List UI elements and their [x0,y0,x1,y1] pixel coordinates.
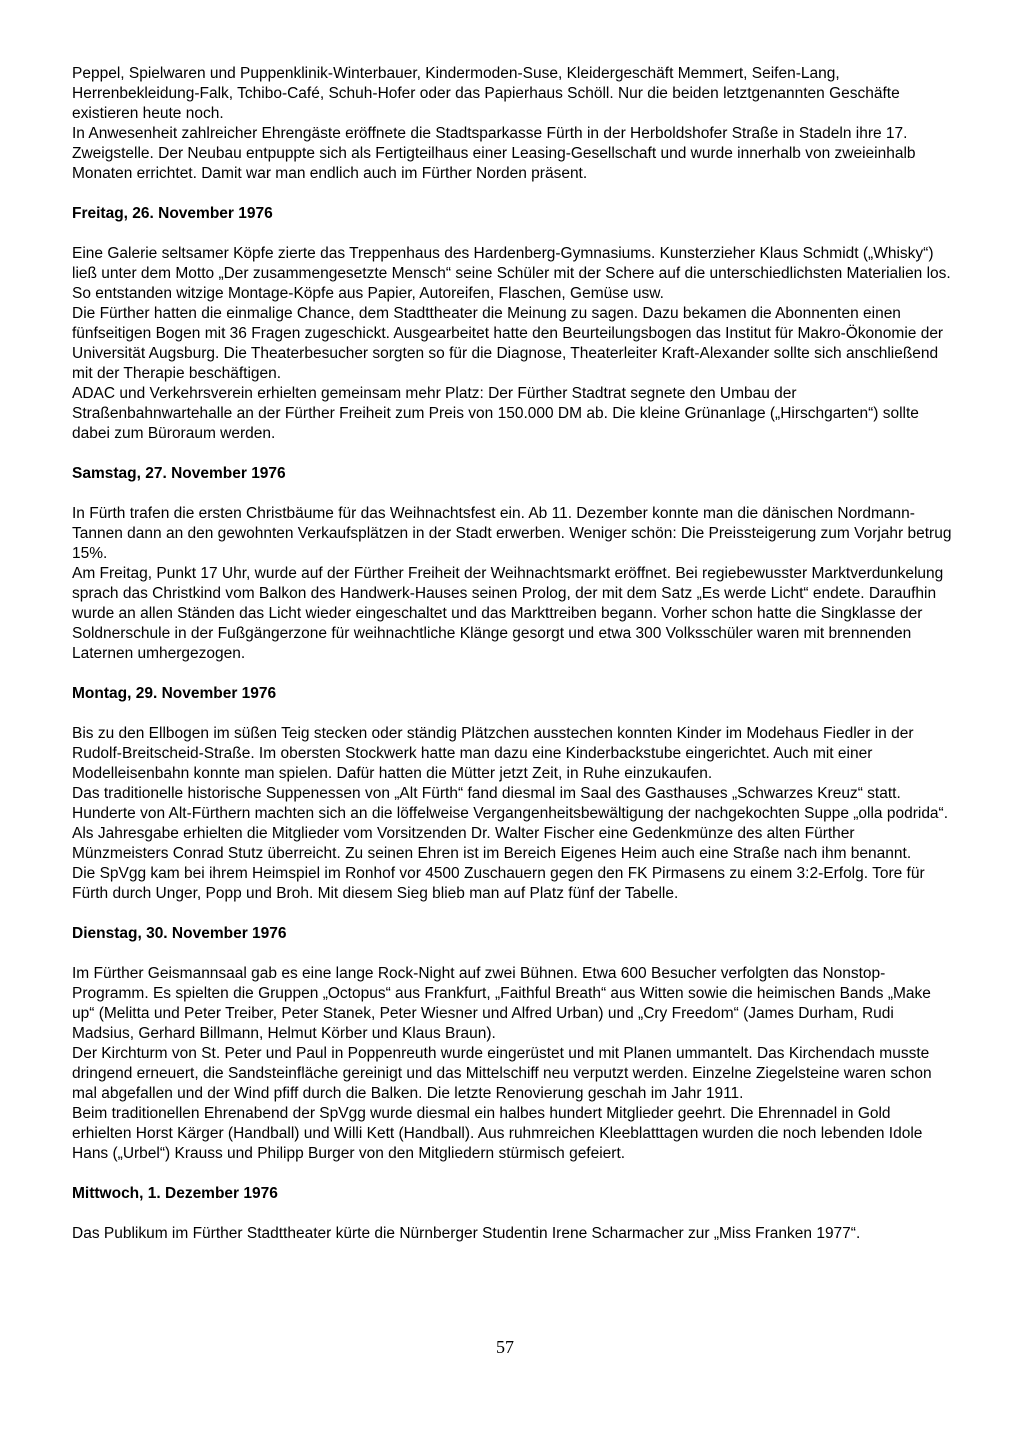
paragraph: Am Freitag, Punkt 17 Uhr, wurde auf der Fürther Freiheit der Weihnachtsmarkt eröffnet. Bei regiebewusster Marktverdunkelung sprach das Christkind vom Balkon des Handwerk-Hauses seinen Prolog, der mit dem Satz „Es werde Licht“ endete. Daraufhin wurde an allen Ständen das Licht wieder eingeschaltet und das Markttreiben begann. Vorher schon hatte die Singklasse der Soldnerschule in der Fußgängerzone für weihnachtliche Klänge gesorgt und etwa 300 Volksschüler waren mit brennenden Laternen umhergezogen. [72,565,944,662]
paragraph: Bis zu den Ellbogen im süßen Teig stecken oder ständig Plätzchen ausstechen konnten Kinder im Modehaus Fiedler in der Rudolf-Breitscheid-Straße. Im obersten Stockwerk hatte man dazu eine Kinderbackstube eingerichtet. Auch mit einer Modelleisenbahn konnte man spielen. Dafür hatten die Mütter jetzt Zeit, in Ruhe einzukaufen. [72,725,914,782]
section-heading: Montag, 29. November 1976 [72,685,277,702]
section-heading: Dienstag, 30. November 1976 [72,925,287,942]
paragraph: Peppel, Spielwaren und Puppenklinik-Winterbauer, Kindermoden-Suse, Kleidergeschäft Memmert, Seifen-Lang, Herrenbekleidung-Falk, Tchibo-Café, Schuh-Hofer oder das Papierhaus Schöll. Nur die beiden letztgenannten Geschäfte existieren heute noch. [72,65,900,122]
paragraph: In Fürth trafen die ersten Christbäume für das Weihnachtsfest ein. Ab 11. Dezember konnte man die dänischen Nordmann-Tannen dann an den gewohnten Verkaufsplätzen in der Stadt erwerben. Weniger schön: Die Preissteigerung zum Vorjahr betrug 15%. [72,505,952,562]
section-heading: Freitag, 26. November 1976 [72,205,273,222]
page-number: 57 [496,1337,514,1357]
paragraph: Das Publikum im Fürther Stadttheater kürte die Nürnberger Studentin Irene Scharmacher zur „Miss Franken 1977“. [72,1225,861,1242]
paragraph: ADAC und Verkehrsverein erhielten gemeinsam mehr Platz: Der Fürther Stadtrat segnete den Umbau der Straßenbahnwartehalle an der Fürther Freiheit zum Preis von 150.000 DM ab. Die kleine Grünanlage („Hirschgarten“) sollte dabei zum Büroraum werden. [72,385,919,442]
paragraph: Die Fürther hatten die einmalige Chance, dem Stadttheater die Meinung zu sagen. Dazu bekamen die Abonnenten einen fünfseitigen Bogen mit 36 Fragen zugeschickt. Ausgearbeitet hatte den Beurteilungsbogen das Institut für Makro-Ökonomie der Universität Augsburg. Die Theaterbesucher sorgten so für die Diagnose, Theaterleiter Kraft-Alexander sollte sich anschließend mit der Therapie beschäftigen. [72,305,944,382]
document-body [72,63,953,1244]
paragraph: Der Kirchturm von St. Peter und Paul in Poppenreuth wurde eingerüstet und mit Planen ummantelt. Das Kirchendach musste dringend erneuert, die Sandsteinfläche gereinigt und das Mittelschiff neu verputzt werden. Einzelne Ziegelsteine waren schon mal abgefallen und der Wind pfiff durch die Balken. Die letzte Renovierung geschah im Jahr 1911. [72,1045,932,1102]
paragraph: Die SpVgg kam bei ihrem Heimspiel im Ronhof vor 4500 Zuschauern gegen den FK Pirmasens zu einem 3:2-Erfolg. Tore für Fürth durch Unger, Popp und Broh. Mit diesem Sieg blieb man auf Platz fünf der Tabelle. [72,865,925,902]
paragraph: Das traditionelle historische Suppenessen von „Alt Fürth“ fand diesmal im Saal des Gasthauses „Schwarzes Kreuz“ statt. Hunderte von Alt-Fürthern machten sich an die löffelweise Vergangenheitsbewältigung der nachgekochten Suppe „olla podrida“. Als Jahresgabe erhielten die Mitglieder vom Vorsitzenden Dr. Walter Fischer eine Gedenkmünze des alten Fürther Münzmeisters Conrad Stutz überreicht. Zu seinen Ehren ist im Bereich Eigenes Heim auch eine Straße nach ihm benannt. [72,785,949,862]
section-heading: Mittwoch, 1. Dezember 1976 [72,1185,278,1202]
section-heading: Samstag, 27. November 1976 [72,465,286,482]
paragraph: In Anwesenheit zahlreicher Ehrengäste eröffnete die Stadtsparkasse Fürth in der Herboldshofer Straße in Stadeln ihre 17. Zweigstelle. Der Neubau entpuppte sich als Fertigteilhaus einer Leasing-Gesellschaft und wurde innerhalb von zweieinhalb Monaten errichtet. Damit war man endlich auch im Fürther Norden präsent. [72,125,916,182]
paragraph: Eine Galerie seltsamer Köpfe zierte das Treppenhaus des Hardenberg-Gymnasiums. Kunsterzieher Klaus Schmidt („Whisky“) ließ unter dem Motto „Der zusammengesetzte Mensch“ seine Schüler mit der Schere auf die unterschiedlichsten Materialien los. So entstanden witzige Montage-Köpfe aus Papier, Autoreifen, Flaschen, Gemüse usw. [72,245,951,302]
paragraph: Beim traditionellen Ehrenabend der SpVgg wurde diesmal ein halbes hundert Mitglieder geehrt. Die Ehrennadel in Gold erhielten Horst Kärger (Handball) und Willi Kett (Handball). Aus ruhmreichen Kleeblatttagen wurden die noch lebenden Idole Hans („Urbel“) Krauss und Philipp Burger von den Mitgliedern stürmisch gefeiert. [72,1105,923,1162]
paragraph: Im Fürther Geismannsaal gab es eine lange Rock-Night auf zwei Bühnen. Etwa 600 Besucher verfolgten das Nonstop-Programm. Es spielten die Gruppen „Octopus“ aus Frankfurt, „Faithful Breath“ aus Witten sowie die heimischen Bands „Make up“ (Melitta und Peter Treiber, Peter Stanek, Peter Wiesner und Alfred Urban) und „Cry Freedom“ (James Durham, Rudi Madsius, Gerhard Billmann, Helmut Körber und Klaus Braun). [72,965,931,1042]
